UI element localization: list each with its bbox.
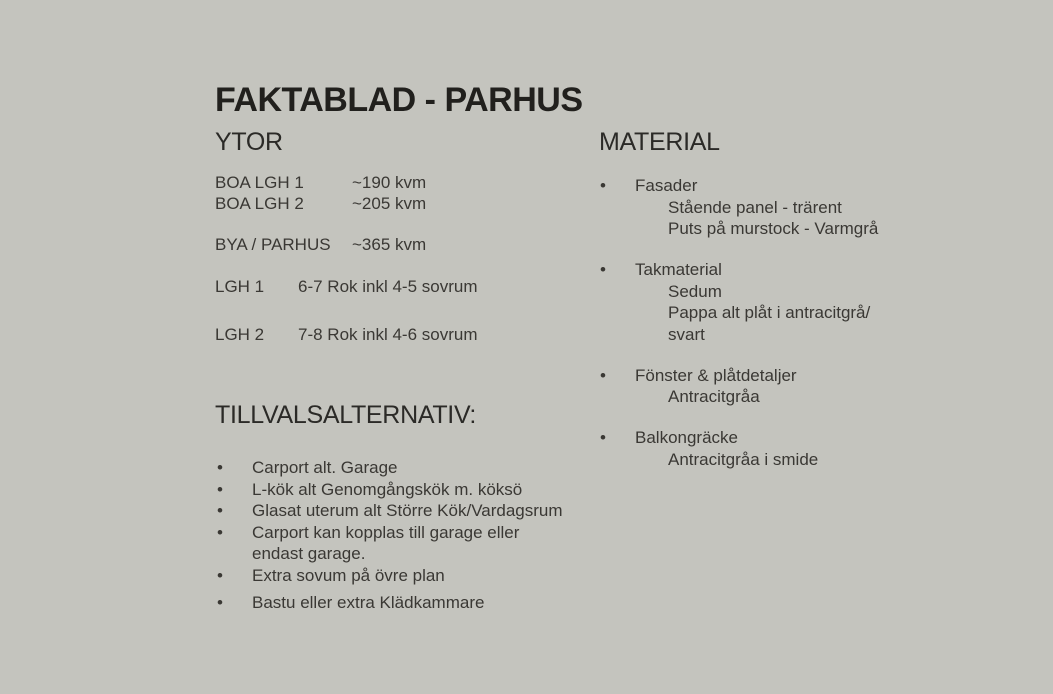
material-section-heading: MATERIAL bbox=[599, 128, 720, 156]
list-item bbox=[215, 565, 605, 587]
material-group bbox=[599, 175, 959, 240]
material-detail: Sedum bbox=[668, 281, 722, 301]
material-group-title: Fönster & plåtdetaljer bbox=[635, 365, 797, 385]
material-group bbox=[599, 427, 959, 470]
unit-row bbox=[215, 324, 478, 346]
area-row-label: BYA / PARHUS bbox=[215, 235, 331, 254]
tillval-section-heading: TILLVALSALTERNATIV: bbox=[215, 401, 477, 429]
unit-row-value: 6-7 Rok inkl 4-5 sovrum bbox=[298, 277, 478, 296]
material-group-title: Takmaterial bbox=[635, 260, 722, 279]
unit-row-label: LGH 2 bbox=[215, 325, 265, 344]
unit-row-value: 7-8 Rok inkl 4-6 sovrum bbox=[298, 325, 478, 344]
material-detail: Antracitgråa bbox=[668, 387, 760, 406]
tillval-list bbox=[215, 457, 605, 614]
material-detail: Antracitgråa i smide bbox=[668, 449, 819, 469]
ytor-section-heading: YTOR bbox=[215, 128, 283, 156]
area-row-label: BOA LGH 1 bbox=[215, 173, 304, 192]
area-row-value: ~205 kvm bbox=[352, 194, 427, 213]
item-line: endast garage. bbox=[252, 544, 366, 563]
material-list bbox=[599, 175, 959, 490]
list-item bbox=[215, 522, 605, 565]
bullet-icon: • bbox=[600, 428, 606, 447]
area-row-value: ~365 kvm bbox=[352, 235, 427, 254]
bullet-icon: • bbox=[217, 458, 223, 477]
material-detail: Stående panel - trärent bbox=[668, 197, 842, 217]
bullet-icon: • bbox=[217, 522, 223, 542]
bullet-icon: • bbox=[217, 479, 223, 499]
list-item bbox=[215, 457, 605, 479]
page-title: FAKTABLAD - PARHUS bbox=[215, 81, 583, 119]
item-line: Glasat uterum alt Större Kök/Vardagsrum bbox=[252, 501, 563, 520]
bullet-icon: • bbox=[217, 593, 223, 612]
material-group bbox=[599, 365, 959, 408]
item-line: Bastu eller extra Klädkammare bbox=[252, 593, 485, 612]
list-item bbox=[215, 592, 605, 614]
area-row bbox=[215, 234, 426, 256]
area-row bbox=[215, 172, 426, 194]
material-group-title: Fasader bbox=[635, 176, 698, 195]
bullet-icon: • bbox=[600, 176, 606, 195]
material-group-title: Balkongräcke bbox=[635, 428, 739, 447]
item-line: L-kök alt Genomgångskök m. köksö bbox=[252, 479, 523, 499]
area-row-value: ~190 kvm bbox=[352, 173, 427, 192]
area-row bbox=[215, 193, 426, 215]
item-line: Carport alt. Garage bbox=[252, 458, 398, 477]
material-detail: svart bbox=[668, 324, 705, 344]
area-row-label: BOA LGH 2 bbox=[215, 194, 304, 213]
material-detail: Puts på murstock - Varmgrå bbox=[668, 219, 879, 238]
bullet-icon: • bbox=[217, 565, 223, 585]
item-line: Carport kan kopplas till garage eller bbox=[252, 522, 520, 542]
item-line: Extra sovum på övre plan bbox=[252, 565, 445, 585]
material-group bbox=[599, 259, 959, 345]
bullet-icon: • bbox=[600, 365, 606, 385]
bullet-icon: • bbox=[217, 501, 223, 520]
list-item bbox=[215, 500, 605, 522]
material-detail: Pappa alt plåt i antracitgrå/ bbox=[668, 303, 871, 322]
unit-row-label: LGH 1 bbox=[215, 277, 265, 296]
list-item bbox=[215, 479, 605, 501]
bullet-icon: • bbox=[600, 260, 606, 279]
unit-row bbox=[215, 276, 478, 298]
